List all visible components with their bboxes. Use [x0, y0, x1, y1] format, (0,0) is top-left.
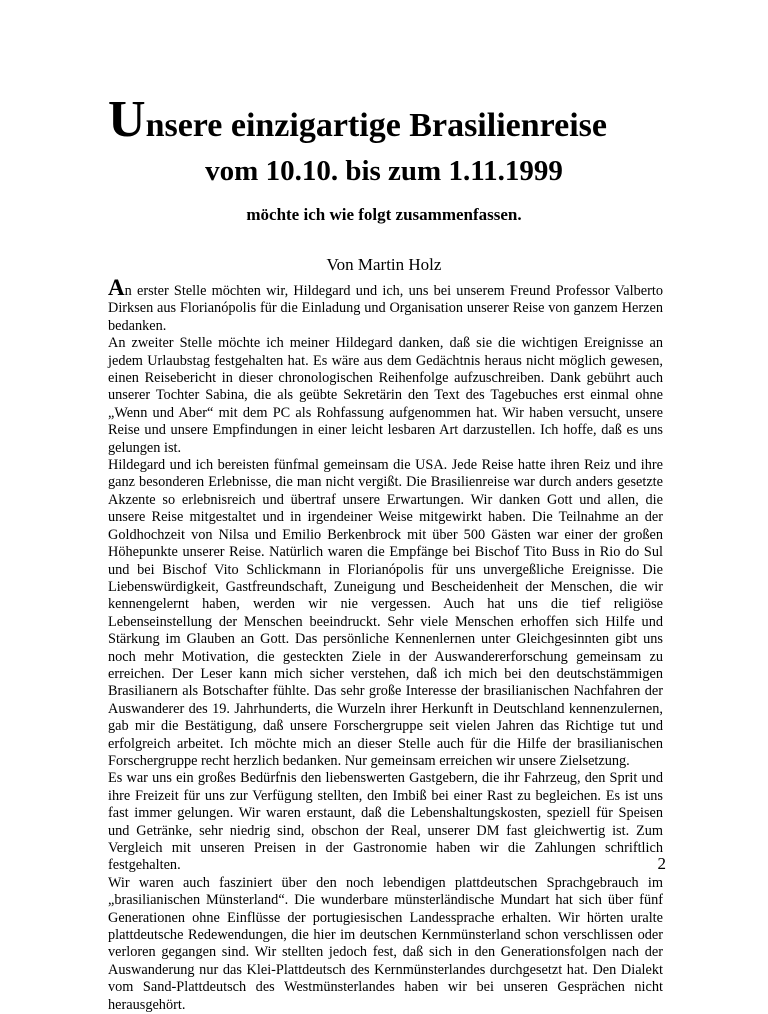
paragraph-3: Hildegard und ich bereisten fünfmal gemeinsam die USA. Jede Reise hatte ihren Reiz und ihre ganz besonderen Erlebnisse, die man nicht vergißt. Die Brasilienreise war durch anders gesetzte Akzente so erlebnisreich und übertraf unsere Erwartungen. Wir danken Gott und allen, die unsere Reise mitgestaltet und in irgendeiner Weise mitgewirkt haben. Die Teilnahme an der Goldhochzeit von Nilsa und Emilio Berkenbrock mit über 500 Gästen war einer der großen Höhepunkte unserer Reise. Natürlich waren die Empfänge bei Bischof Tito Buss in Rio do Sul und bei Bischof Vito Schlickmann in Florianópolis für uns unvergeßliche Ereignisse. Die Liebenswürdigkeit, Gastfreundschaft, Zuneigung und Bescheidenheit der Menschen, die wir kennengelernt haben, werden wir nie vergessen. Auch hat uns die tief religiöse Lebenseinstellung der Menschen beeindruckt. Sehr viele Menschen erhoffen sich Hilfe und Stärkung im Glauben an Gott. Das persönliche Kennenlernen unter Gleichgesinnten gibt uns noch mehr Motivation, die gesteckten Ziele in der Auswandererforschung gemeinsam zu erreichen. Der Leser kann mich sicher verstehen, daß ich mich bei den deutschstämmigen Brasilianern als Botschafter fühlte. Das sehr große Interesse der brasilianischen Nachfahren der Auswanderer des 19. Jahrhunderts, die Wurzeln ihrer Herkunft in Deutschland kennenzulernen, gab mir die Bestätigung, daß unsere Forschergruppe seit vielen Jahren das Richtige tut und erfolgreich arbeitet. Ich möchte mich an dieser Stelle auch für die Hilfe der brasilianischen Forschergruppe recht herzlich bedanken. Nur gemeinsam erreichen wir unsere Zielsetzung.: [108, 457, 663, 769]
author-line: Von Martin Holz: [326, 255, 442, 274]
paragraph-4: Es war uns ein großes Bedürfnis den liebenswerten Gastgebern, die ihr Fahrzeug, den Sprit und ihre Freizeit für uns zur Verfügung stellten, den Imbiß bei einer Rast zu begleichen. Es ist uns fast immer gelungen. Wir waren erstaunt, daß die Lebenshaltungskosten, speziell für Speisen und Getränke, sehr niedrig sind, obschon der Real, unserer DM fast gleichwertig ist. Zum Vergleich mit unseren Preisen in der Gastronomie haben wir die Zahlungen schriftlich festgehalten.: [108, 770, 663, 874]
title-rest: nsere einzigartige Brasilienreise: [145, 107, 607, 144]
paragraph-5: Wir waren auch fasziniert über den noch lebendigen plattdeutschen Sprachgebrauch im „brasilianischen Münsterland“. Die wunderbare münsterländische Mundart hat sich über fünf Generationen ohne Einflüsse der portugiesischen Landessprache erhalten. Wir hörten uralte plattdeutsche Redewendungen, die hier im deutschen Kernmünsterland schon verschlissen oder verloren gegangen sind. Wir stellten jedoch fest, daß sich in den Generationsfolgen nach der Auswanderung nur das Klei-Plattdeutsch des Kernmünsterlandes durchgesetzt hat. Den Dialekt vom Sand-Plattdeutsch des Westmünsterlandes haben wir bei unseren Gesprächen nicht herausgehört.: [108, 874, 663, 1013]
body-text: [108, 275, 663, 1014]
document-subline: möchte ich wie folgt zusammenfassen.: [246, 205, 522, 224]
paragraph-2: An zweiter Stelle möchte ich meiner Hildegard danken, daß sie die wichtigen Ereignisse an jedem Urlaubstag festgehalten hat. Es wäre aus dem Gedächtnis heraus nicht möglich gewesen, einen Reisebericht in dieser chronologischen Reihenfolge aufzuschreiben. Dank gebührt auch unserer Tochter Sabina, die als geübte Sekretärin den Text des Tagebuches erst einmal ohne „Wenn und Aber“ mit dem PC als Rohfassung aufgenommen hat. Wir haben versucht, unsere Reise und unsere Empfindungen in einer leicht lesbaren Art darzustellen. Ich hoffe, daß es uns gelungen ist.: [108, 335, 663, 456]
paragraph-1-text: n erster Stelle möchten wir, Hildegard und ich, uns bei unserem Freund Professor Valberto Dirksen aus Florianópolis für die Einladung und Organisation unserer Reise von ganzem Herzen bedanken.: [108, 283, 663, 334]
document-title: [108, 92, 728, 154]
drop-cap: A: [108, 275, 125, 300]
document-subtitle: vom 10.10. bis zum 1.11.1999: [205, 155, 563, 187]
paragraph-1: [108, 275, 663, 335]
page-number: 2: [657, 854, 666, 873]
title-initial: U: [108, 91, 146, 148]
